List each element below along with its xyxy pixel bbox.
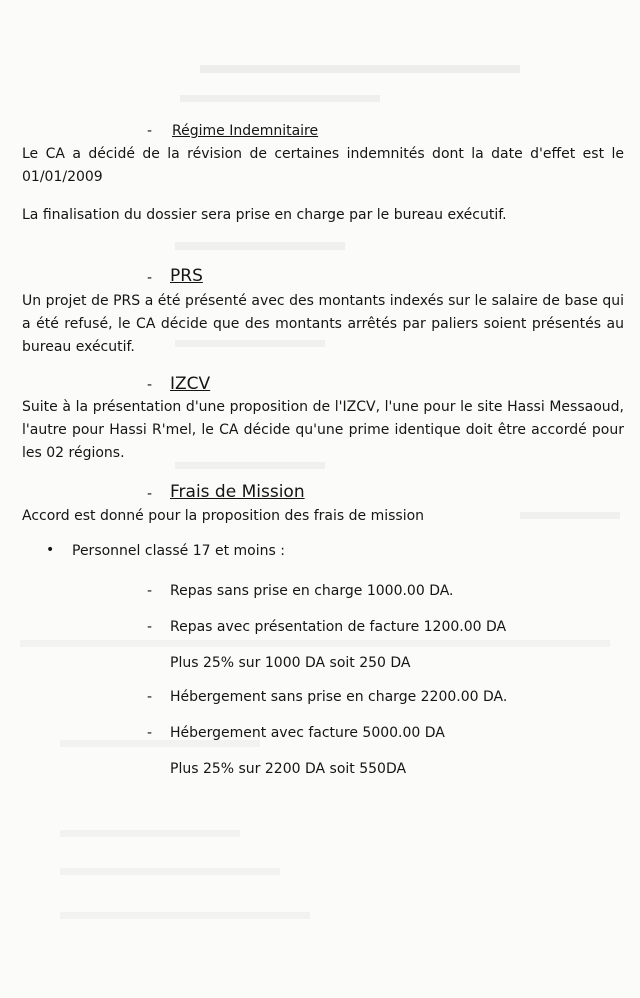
item-hebergement-avec: Hébergement avec facture 5000.00 DA bbox=[170, 725, 445, 741]
dash-marker: - bbox=[147, 619, 153, 635]
bleed-through bbox=[60, 830, 240, 837]
heading-prs: PRS bbox=[170, 266, 203, 286]
paragraph-izcv: Suite à la présentation d'une proposition de l'IZCV, l'une pour le site Hassi Messaoud, l'autre pour Hassi R'mel, le CA décide qu'une prime identique doit être accordé pour les 02 régions. bbox=[22, 399, 624, 461]
item-repas-sans: Repas sans prise en charge 1000.00 DA. bbox=[170, 583, 454, 599]
heading-izcv: IZCV bbox=[170, 374, 211, 394]
bullet-personnel: Personnel classé 17 et moins : bbox=[72, 543, 285, 559]
dash-marker: - bbox=[147, 725, 153, 741]
dash-marker: - bbox=[147, 123, 153, 139]
paragraph-frais: Accord est donné pour la proposition des frais de mission bbox=[22, 508, 425, 524]
dash-marker: - bbox=[147, 486, 153, 502]
dash-marker: - bbox=[147, 377, 153, 393]
dash-marker: - bbox=[147, 689, 153, 705]
bleed-through bbox=[200, 65, 520, 73]
bleed-through bbox=[175, 242, 345, 250]
bleed-through bbox=[60, 912, 310, 919]
paragraph-prs: Un projet de PRS a été présenté avec des montants indexés sur le salaire de base qui a été refusé, le CA décide que des montants arrêtés par paliers soient présentés au bureau exécutif. bbox=[22, 293, 624, 355]
paragraph-regime-2: La finalisation du dossier sera prise en charge par le bureau exécutif. bbox=[22, 207, 507, 223]
bleed-through bbox=[60, 740, 260, 747]
bullet-marker: • bbox=[46, 542, 55, 558]
paragraph-regime-1: Le CA a décidé de la révision de certaines indemnités dont la date d'effet est le 01/01/2009 bbox=[22, 146, 624, 185]
item-repas-plus: Plus 25% sur 1000 DA soit 250 DA bbox=[170, 655, 411, 671]
heading-regime: Régime Indemnitaire bbox=[172, 123, 319, 139]
dash-marker: - bbox=[147, 583, 153, 599]
heading-frais-mission: Frais de Mission bbox=[170, 482, 305, 502]
bleed-through bbox=[60, 868, 280, 875]
item-hebergement-plus: Plus 25% sur 2200 DA soit 550DA bbox=[170, 761, 407, 777]
bleed-through bbox=[180, 95, 380, 102]
item-repas-avec: Repas avec présentation de facture 1200.00 DA bbox=[170, 619, 507, 635]
item-hebergement-sans: Hébergement sans prise en charge 2200.00 DA. bbox=[170, 689, 508, 705]
dash-marker: - bbox=[147, 270, 153, 286]
bleed-through bbox=[20, 640, 610, 647]
